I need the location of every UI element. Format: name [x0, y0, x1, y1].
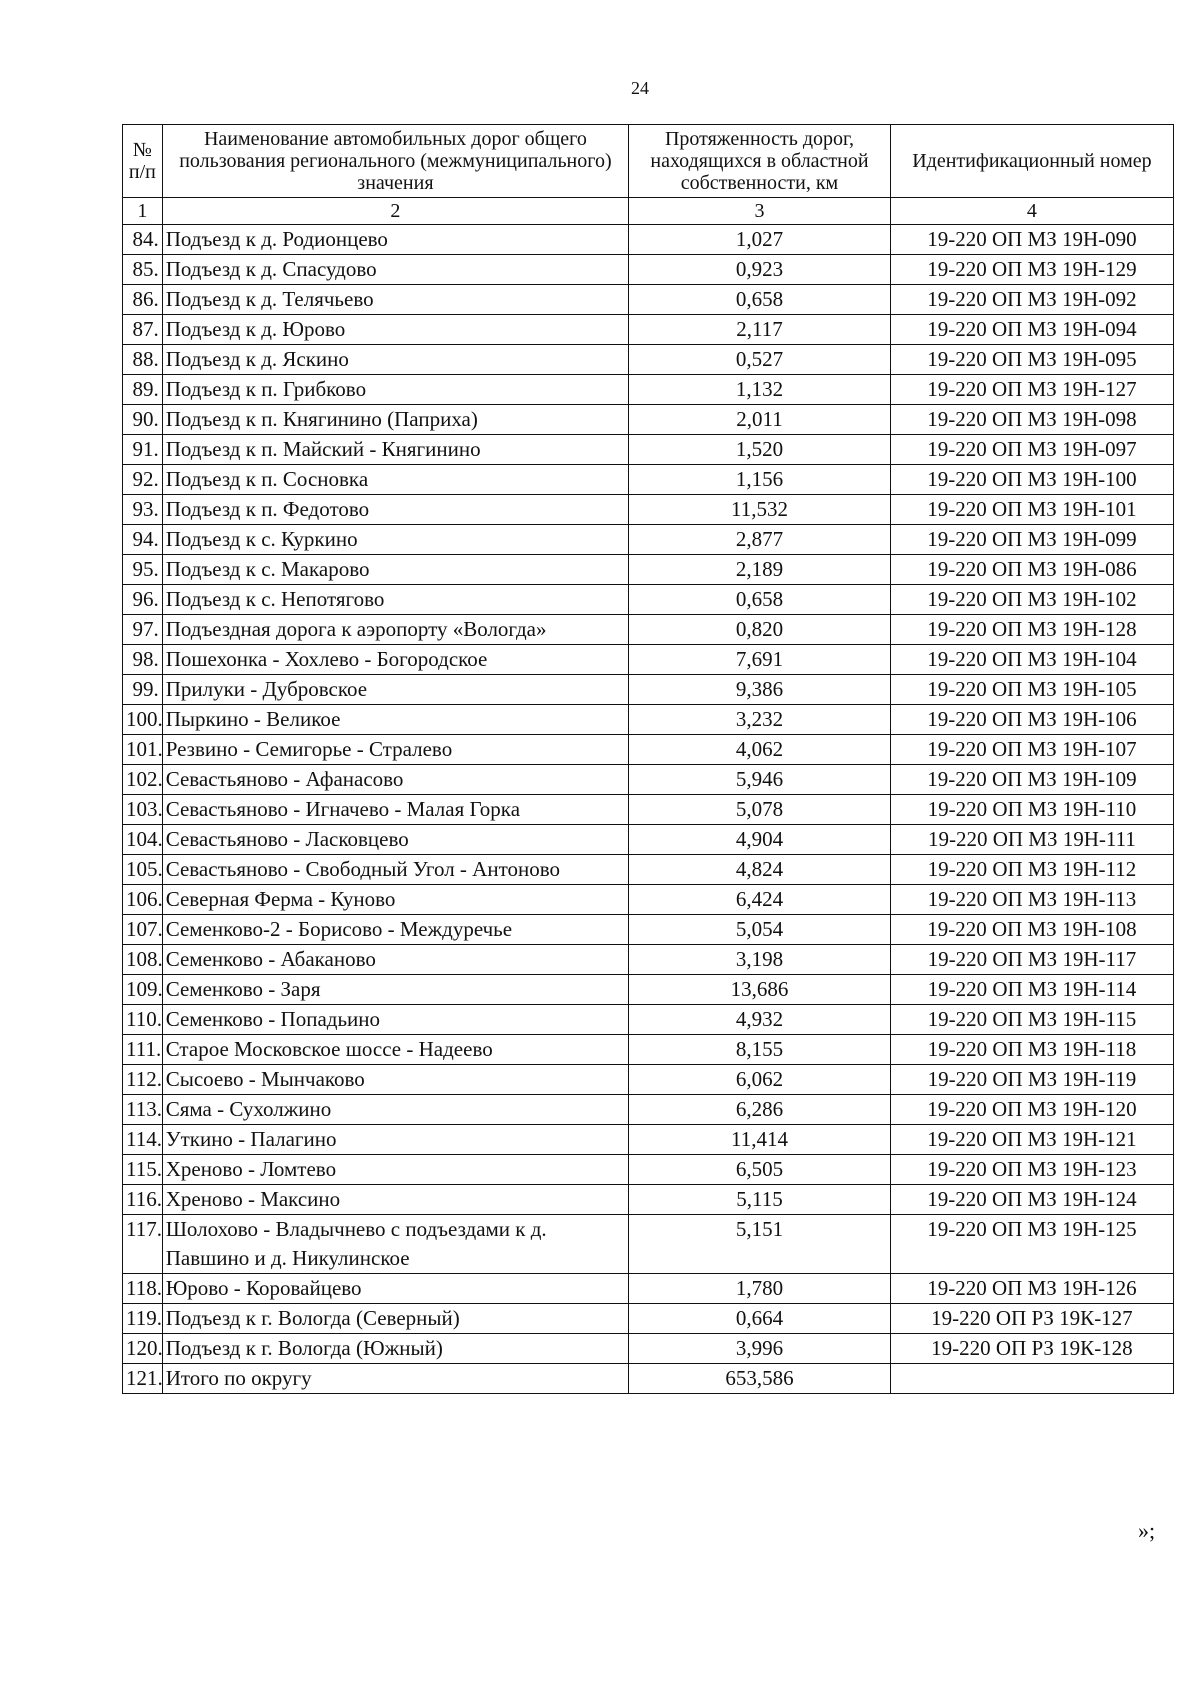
table-row: [123, 345, 1174, 375]
road-length: 3,996: [629, 1334, 891, 1364]
row-number: 112.: [123, 1065, 163, 1095]
road-identification-number: 19-220 ОП МЗ 19Н-115: [890, 1005, 1173, 1035]
road-identification-number: 19-220 ОП МЗ 19Н-118: [890, 1035, 1173, 1065]
closing-quote-mark: »;: [1138, 1518, 1156, 1543]
road-identification-number: 19-220 ОП МЗ 19Н-090: [890, 225, 1173, 255]
road-identification-number: 19-220 ОП РЗ 19К-128: [890, 1334, 1173, 1364]
road-length: 6,505: [629, 1155, 891, 1185]
road-name: Севастьяново - Игначево - Малая Горка: [162, 795, 628, 825]
road-name: Подъездная дорога к аэропорту «Вологда»: [162, 615, 628, 645]
road-length: 2,011: [629, 405, 891, 435]
table-row: [123, 945, 1174, 975]
road-length: 1,520: [629, 435, 891, 465]
row-number: 117.: [123, 1215, 163, 1274]
road-identification-number: 19-220 ОП МЗ 19Н-099: [890, 525, 1173, 555]
road-identification-number: 19-220 ОП МЗ 19Н-120: [890, 1095, 1173, 1125]
road-length: 5,054: [629, 915, 891, 945]
row-number: 94.: [123, 525, 163, 555]
road-name: Севастьяново - Ласковцево: [162, 825, 628, 855]
road-length: 1,780: [629, 1274, 891, 1304]
row-number: 106.: [123, 885, 163, 915]
road-name: Севастьяново - Афанасово: [162, 765, 628, 795]
road-length: 11,414: [629, 1125, 891, 1155]
road-name: Подъезд к д. Спасудово: [162, 255, 628, 285]
road-identification-number: 19-220 ОП МЗ 19Н-119: [890, 1065, 1173, 1095]
column-number: 2: [162, 198, 628, 225]
table-row: [123, 555, 1174, 585]
table-row: [123, 585, 1174, 615]
header-identification-number: Идентификационный номер: [890, 125, 1173, 198]
row-number: 87.: [123, 315, 163, 345]
row-number: 98.: [123, 645, 163, 675]
row-number: 103.: [123, 795, 163, 825]
road-identification-number: 19-220 ОП МЗ 19Н-126: [890, 1274, 1173, 1304]
road-identification-number: 19-220 ОП МЗ 19Н-086: [890, 555, 1173, 585]
row-number: 85.: [123, 255, 163, 285]
road-length: 3,232: [629, 705, 891, 735]
road-name: Сяма - Сухолжино: [162, 1095, 628, 1125]
road-length: 0,527: [629, 345, 891, 375]
row-number: 104.: [123, 825, 163, 855]
road-length: 11,532: [629, 495, 891, 525]
table-row: [123, 765, 1174, 795]
road-length: 4,824: [629, 855, 891, 885]
road-identification-number: 19-220 ОП МЗ 19Н-105: [890, 675, 1173, 705]
row-number: 115.: [123, 1155, 163, 1185]
road-length: 5,078: [629, 795, 891, 825]
road-length: 0,820: [629, 615, 891, 645]
road-name: Северная Ферма - Куново: [162, 885, 628, 915]
road-name: Резвино - Семигорье - Стралево: [162, 735, 628, 765]
road-name: Семенково - Заря: [162, 975, 628, 1005]
row-number: 110.: [123, 1005, 163, 1035]
table-row: [123, 795, 1174, 825]
table-row: [123, 465, 1174, 495]
road-identification-number: 19-220 ОП МЗ 19Н-109: [890, 765, 1173, 795]
road-length: 0,658: [629, 585, 891, 615]
row-number: 107.: [123, 915, 163, 945]
column-number: 3: [629, 198, 891, 225]
road-length: 5,115: [629, 1185, 891, 1215]
road-name: Хреново - Ломтево: [162, 1155, 628, 1185]
road-identification-number: 19-220 ОП МЗ 19Н-124: [890, 1185, 1173, 1215]
road-identification-number: 19-220 ОП МЗ 19Н-114: [890, 975, 1173, 1005]
table-row: [123, 855, 1174, 885]
road-name: Подъезд к п. Княгинино (Паприха): [162, 405, 628, 435]
row-number: 108.: [123, 945, 163, 975]
road-length: 6,424: [629, 885, 891, 915]
row-number: 90.: [123, 405, 163, 435]
column-number: 1: [123, 198, 163, 225]
road-identification-number: 19-220 ОП МЗ 19Н-125: [890, 1215, 1173, 1274]
table-row: [123, 645, 1174, 675]
road-length: 8,155: [629, 1035, 891, 1065]
table-row: [123, 435, 1174, 465]
road-identification-number: 19-220 ОП РЗ 19К-127: [890, 1304, 1173, 1334]
road-name: Семенково - Попадьино: [162, 1005, 628, 1035]
road-length: 2,189: [629, 555, 891, 585]
road-identification-number: 19-220 ОП МЗ 19Н-104: [890, 645, 1173, 675]
row-number: 114.: [123, 1125, 163, 1155]
table-row: [123, 1364, 1174, 1394]
table-row: [123, 255, 1174, 285]
row-number: 105.: [123, 855, 163, 885]
road-name: Подъезд к с. Непотягово: [162, 585, 628, 615]
road-length: 5,151: [629, 1215, 891, 1274]
header-number: № п/п: [123, 125, 163, 198]
road-identification-number: 19-220 ОП МЗ 19Н-107: [890, 735, 1173, 765]
road-identification-number: 19-220 ОП МЗ 19Н-102: [890, 585, 1173, 615]
row-number: 92.: [123, 465, 163, 495]
road-name: Итого по округу: [162, 1364, 628, 1394]
road-name: Подъезд к д. Юрово: [162, 315, 628, 345]
road-identification-number: 19-220 ОП МЗ 19Н-111: [890, 825, 1173, 855]
road-name: Сысоево - Мынчаково: [162, 1065, 628, 1095]
table-row: [123, 495, 1174, 525]
road-name: Старое Московское шоссе - Надеево: [162, 1035, 628, 1065]
road-name: Семенково-2 - Борисово - Междуречье: [162, 915, 628, 945]
table-row: [123, 1125, 1174, 1155]
table-row: [123, 825, 1174, 855]
road-length: 1,156: [629, 465, 891, 495]
road-length: 1,132: [629, 375, 891, 405]
header-road-length: Протяженность дорог, находящихся в областной собственности, км: [629, 125, 891, 198]
road-name: Прилуки - Дубровское: [162, 675, 628, 705]
table-row: [123, 885, 1174, 915]
road-identification-number: 19-220 ОП МЗ 19Н-113: [890, 885, 1173, 915]
column-numbers-row: [123, 198, 1174, 225]
road-length: 653,586: [629, 1364, 891, 1394]
table-row: [123, 1304, 1174, 1334]
road-identification-number: 19-220 ОП МЗ 19Н-129: [890, 255, 1173, 285]
road-name: Подъезд к п. Федотово: [162, 495, 628, 525]
row-number: 102.: [123, 765, 163, 795]
row-number: 93.: [123, 495, 163, 525]
road-identification-number: 19-220 ОП МЗ 19Н-121: [890, 1125, 1173, 1155]
row-number: 96.: [123, 585, 163, 615]
page-number: 24: [631, 78, 649, 98]
road-identification-number: 19-220 ОП МЗ 19Н-110: [890, 795, 1173, 825]
table-row: [123, 225, 1174, 255]
road-length: 7,691: [629, 645, 891, 675]
table-row: [123, 315, 1174, 345]
row-number: 97.: [123, 615, 163, 645]
road-length: 5,946: [629, 765, 891, 795]
road-name: Подъезд к п. Грибково: [162, 375, 628, 405]
road-name: Подъезд к г. Вологда (Северный): [162, 1304, 628, 1334]
road-name: Шолохово - Владычнево с подъездами к д. Павшино и д. Никулинское: [162, 1215, 628, 1274]
road-length: 4,904: [629, 825, 891, 855]
table-row: [123, 615, 1174, 645]
road-identification-number: [890, 1364, 1173, 1394]
road-name: Подъезд к с. Куркино: [162, 525, 628, 555]
table-row: [123, 1005, 1174, 1035]
table-row: [123, 1155, 1174, 1185]
row-number: 118.: [123, 1274, 163, 1304]
road-name: Подъезд к п. Майский - Княгинино: [162, 435, 628, 465]
road-identification-number: 19-220 ОП МЗ 19Н-117: [890, 945, 1173, 975]
road-identification-number: 19-220 ОП МЗ 19Н-127: [890, 375, 1173, 405]
road-identification-number: 19-220 ОП МЗ 19Н-094: [890, 315, 1173, 345]
table-row: [123, 1185, 1174, 1215]
header-road-name: Наименование автомобильных дорог общего пользования регионального (межмуниципального) значения: [162, 125, 628, 198]
road-identification-number: 19-220 ОП МЗ 19Н-106: [890, 705, 1173, 735]
road-name: Подъезд к д. Телячьево: [162, 285, 628, 315]
road-identification-number: 19-220 ОП МЗ 19Н-095: [890, 345, 1173, 375]
road-name: Подъезд к п. Сосновка: [162, 465, 628, 495]
road-length: 3,198: [629, 945, 891, 975]
road-name: Юрово - Коровайцево: [162, 1274, 628, 1304]
row-number: 86.: [123, 285, 163, 315]
road-name: Севастьяново - Свободный Угол - Антоново: [162, 855, 628, 885]
row-number: 84.: [123, 225, 163, 255]
road-length: 6,062: [629, 1065, 891, 1095]
road-identification-number: 19-220 ОП МЗ 19Н-100: [890, 465, 1173, 495]
road-length: 2,117: [629, 315, 891, 345]
road-length: 0,658: [629, 285, 891, 315]
road-length: 0,664: [629, 1304, 891, 1334]
row-number: 101.: [123, 735, 163, 765]
road-identification-number: 19-220 ОП МЗ 19Н-098: [890, 405, 1173, 435]
road-name: Семенково - Абаканово: [162, 945, 628, 975]
road-identification-number: 19-220 ОП МЗ 19Н-097: [890, 435, 1173, 465]
row-number: 111.: [123, 1035, 163, 1065]
road-length: 1,027: [629, 225, 891, 255]
road-identification-number: 19-220 ОП МЗ 19Н-101: [890, 495, 1173, 525]
table-row: [123, 1215, 1174, 1274]
road-length: 4,932: [629, 1005, 891, 1035]
row-number: 99.: [123, 675, 163, 705]
table-header-row: [123, 125, 1174, 198]
road-identification-number: 19-220 ОП МЗ 19Н-123: [890, 1155, 1173, 1185]
road-name: Уткино - Палагино: [162, 1125, 628, 1155]
row-number: 121.: [123, 1364, 163, 1394]
row-number: 120.: [123, 1334, 163, 1364]
road-length: 9,386: [629, 675, 891, 705]
road-name: Хреново - Максино: [162, 1185, 628, 1215]
table-row: [123, 525, 1174, 555]
road-length: 0,923: [629, 255, 891, 285]
road-length: 2,877: [629, 525, 891, 555]
road-length: 6,286: [629, 1095, 891, 1125]
table-row: [123, 1274, 1174, 1304]
row-number: 116.: [123, 1185, 163, 1215]
row-number: 119.: [123, 1304, 163, 1334]
roads-table: [122, 124, 1174, 1394]
table-row: [123, 1065, 1174, 1095]
table-row: [123, 915, 1174, 945]
table-row: [123, 375, 1174, 405]
table-row: [123, 735, 1174, 765]
table-row: [123, 705, 1174, 735]
row-number: 100.: [123, 705, 163, 735]
row-number: 89.: [123, 375, 163, 405]
road-identification-number: 19-220 ОП МЗ 19Н-112: [890, 855, 1173, 885]
roads-table-body: [123, 225, 1174, 1394]
road-length: 4,062: [629, 735, 891, 765]
road-name: Подъезд к д. Яскино: [162, 345, 628, 375]
table-row: [123, 975, 1174, 1005]
road-name: Подъезд к г. Вологда (Южный): [162, 1334, 628, 1364]
road-identification-number: 19-220 ОП МЗ 19Н-108: [890, 915, 1173, 945]
road-length: 13,686: [629, 975, 891, 1005]
road-identification-number: 19-220 ОП МЗ 19Н-128: [890, 615, 1173, 645]
row-number: 109.: [123, 975, 163, 1005]
column-number: 4: [890, 198, 1173, 225]
table-row: [123, 405, 1174, 435]
row-number: 113.: [123, 1095, 163, 1125]
row-number: 95.: [123, 555, 163, 585]
table-row: [123, 1095, 1174, 1125]
table-row: [123, 285, 1174, 315]
table-row: [123, 675, 1174, 705]
road-name: Подъезд к д. Родионцево: [162, 225, 628, 255]
table-row: [123, 1334, 1174, 1364]
road-name: Пошехонка - Хохлево - Богородское: [162, 645, 628, 675]
road-name: Подъезд к с. Макарово: [162, 555, 628, 585]
row-number: 91.: [123, 435, 163, 465]
row-number: 88.: [123, 345, 163, 375]
table-row: [123, 1035, 1174, 1065]
road-name: Пыркино - Великое: [162, 705, 628, 735]
road-identification-number: 19-220 ОП МЗ 19Н-092: [890, 285, 1173, 315]
